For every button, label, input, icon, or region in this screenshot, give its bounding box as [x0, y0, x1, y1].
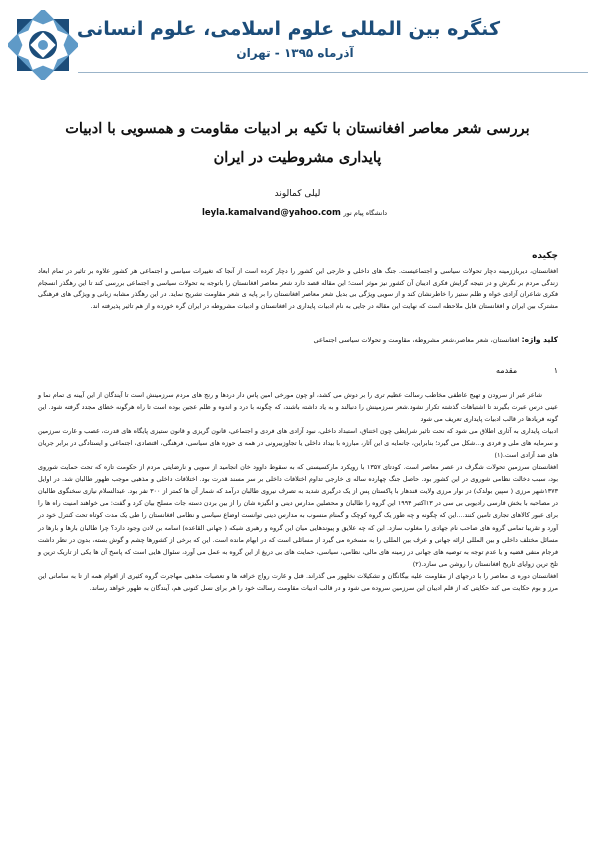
- body-paragraph: افغانستان سرزمین تحولات شگرف در عصر معاصر است. کودتای ۱۳۵۷ با رویکرد مارکسیستی که به سقوط داوود خان انجامید از سویی و نارضایتی مردم از حکومت تازه که تحت حمایت شوروی بود، سبب دخالت نظامی شوروی در این کشور بود. حاصل جنگ چهارده ساله ی خارجی تداوم اختلافات داخلی بر سر مسند قدرت بود. اختلافات داخلی و مذهبی موجب ظهور طالبان شد. در اوایل ۱۳۷۳شهر مرزی ( سپین بولدک) در نوار مرزی ولایت قندهار با پاکستان پس از یک درگیری شدید به تصرف نیروی طالبان درآمد که شمار آن ها کمتر از ۳۰۰ نفر بود. عبدالسلام نیازی سخنگوی طالبان در مصاحبه با بخش فارسی رادیوبی بی سی در ۱۳اکتبر ۱۹۹۴ این گروه را طالبان و محصلین مدارس دینی و انگیزه شان را از بین بردن دسته جات مسلح بیان کرد و گفت: می خواهند امنیت راه ها را برای عبور کالاهای تجاری تامین کنند....این که چگونه و چه طور یک گروه کوچک و گمنام منسوب به مدارس دینی توانست اوضاع سیاسی و نظامی افغانستان را طی یک مدت کوتاه تحت کنترل خود در آورد و تقریبا تمامی گروه های صاحب نام جهادی را مغلوب سازد. این که چه علایق و پیوندهایی میان این گروه و رهبری شبکه ( جهانی القاعده) اسامه بن لادن وجود دارد؟ چرا طالبان بارها و بارها در مسائل مختلف داخلی و بین المللی ارائه جهانی و عرف بین المللی را به مسخره می گیرد از مسائلی است که در ابهام مانده است. این که برخی از کشورها چشم و گوش بسته، بدون در نظر داشت فرجام منفی قضیه و یا عدم توجه به توصیه های جهانی در زمینه های مالی، نظامی، سیاسی، حمایت های بی دریغ از این گروه به عمل می آورد، سئوال هایی است که پاسخ آن ها یکی از تاریک ترین و تلخ ترین زوایای تاریخ افغانستان را روشن می سازد.(۲): [38, 463, 559, 568]
- keywords: [38, 334, 558, 346]
- header-divider: [78, 72, 588, 73]
- section-title: مقدمه: [496, 366, 518, 375]
- body-paragraph: افغانستان دوره ی معاصر را با درجهای از مقاومت علیه بیگانگان و تشکیلات نخلهور می گذراند. قتل و غارت رواج خرافه ها و تعصبات مذهبی مهاجرت گروه کثیری از اقوام همه از تا به سامانی این مرز و بوم حکایت می کند حکایتی که از قلم ادیبان این سرزمین سروده می شود و در قالب ادبیات مقاومت رسالت خود را هر برای نسل کنونی هم، آیندگان به ظهور خواهد رساند.: [38, 571, 558, 592]
- section-heading: [496, 366, 558, 375]
- conference-subtitle: آذرماه ۱۳۹۵ - تهران: [236, 46, 354, 60]
- author-name: لیلی کمالوند: [274, 189, 321, 199]
- conference-title: کنگره بین المللی علوم اسلامی، علوم انسانی: [76, 18, 500, 40]
- abstract-heading: چکیده: [532, 251, 558, 261]
- abstract-text: افغانستان، دیرباززمینه دچار تحولات سیاسی و اجتماعیست. جنگ های داخلی و خارجی این کشور را دچار کرده است از آنجا که تغییرات سیاسی و اجتماعی هر کشور علاوه بر تاثیر در تمام ابعاد زندگی مردم بر نگرش و در نتیجه گرایش فکری ادیبان آن کشور نیز موثر است؛ این مقاله قصد دارد شعر معاصر افغانستان را باتوجه به تحولات سیاسی و اجتماعی بررسی کند تا این رهگذر انسجام فکری شاعران آزادی خواه و ظلم ستیز را خاطرنشان کند و از سویی ویژگی بی بدیل شعر معاصر افغانستان را بر پایه ی شعر مقاومت تشریح نماید. در این رهگذر مشابه زبانی و ویژگی های فرهنگی مشترک بین ایران و افغانستان قابل ملاحظه است که نهایت این مقاله در جایی به نام ادبیات پایداری در افغانستان و ادبیات مشروطه در ایران گره خورده و از هم تاثیر پذیرفته اند.: [38, 267, 558, 311]
- paper-title-line-1: بررسی شعر معاصر افغانستان با تکیه بر ادبیات مقاومت و همسویی با ادبیات: [65, 120, 530, 137]
- body-paragraph: ادبیات پایداری به آثاری اطلاق می شود که تحت تاثیر شرایطی چون اختناق، استبداد داخلی، نبود آزادی های فردی و اجتماعی، قانون گریزی و قانون ستیزی پایگاه های قدرت، غصب و غارت سرزمین و سرمایه های ملی و فردی و...شکل می گیرد؛ بنابراین، جانمایه ی این آثار، مبارزه با بیداد داخلی یا تجاوزبیرونی در همه ی حوزه های سیاسی، فرهنگی، اقتصادی، اجتماعی و ایستادگی در برابر جریان های ضد آزادی است.(۱): [38, 427, 558, 460]
- author-info: [40, 208, 555, 218]
- keywords-label: کلید واژه:: [521, 335, 558, 344]
- body-text: [38, 389, 558, 594]
- body-paragraph: شاعر غیر از سرودن و تهیج عاطفی مخاطب رسالت عظیم تری را بر دوش می کشد، او چون مورخی امین پاس دار دردها و رنج های مردم سرزمینش است تا آیندگان از این آیینه ی تمام نما و عینی درس عبرت بگیرند تا اشتباهات گذشته تکرار نشود.شعر سرزمینش را دنبالند و به یاد داشته باشند، که چگونه با درد و اندوه و ظلم عجین بوده است تا راه هرگونه خطای مجدد گرفته شود. این گونه فریادها در قالب ادبیات پایداری تعریف می شود: [38, 391, 558, 424]
- section-number: ۱: [553, 366, 558, 375]
- author-affiliation: دانشگاه پیام نور: [343, 209, 388, 217]
- author-email: leyla.kamalvand@yahoo.com: [201, 208, 341, 218]
- paper-title-line-2: پایداری مشروطیت در ایران: [213, 149, 382, 166]
- keywords-text: افغانستان، شعر معاصر،شعر مشروطه، مقاومت و تحولات سیاسی اجتماعی: [313, 336, 520, 344]
- conference-emblem-icon: [8, 10, 78, 80]
